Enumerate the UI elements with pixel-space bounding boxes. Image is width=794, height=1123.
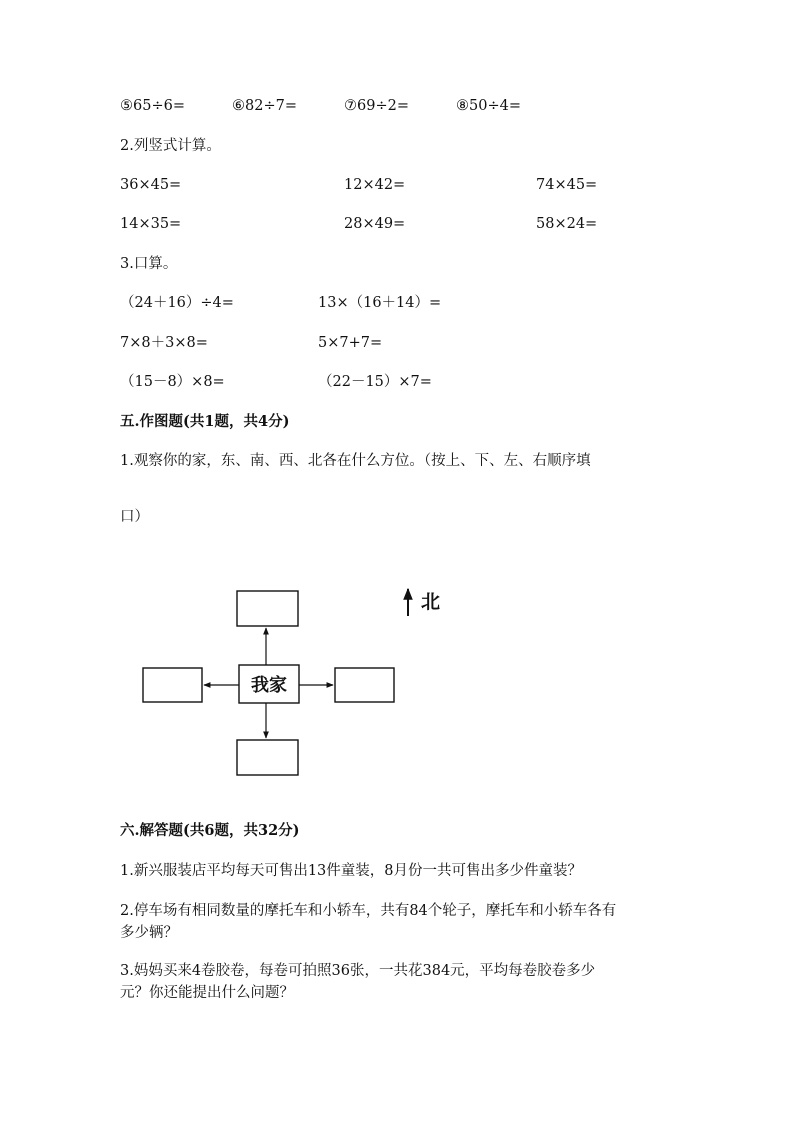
- q2-item: 28×49=: [344, 216, 406, 232]
- q2-item: 74×45=: [536, 177, 598, 193]
- division-item-5: ⑤65÷6=: [120, 98, 185, 114]
- division-item-7: ⑦69÷2=: [344, 98, 409, 114]
- section5-heading: 五.作图题(共1题，共4分): [120, 413, 290, 430]
- q3-item: 13×（16＋14）=: [318, 295, 442, 311]
- q3-item: 5×7+7=: [318, 335, 383, 351]
- division-item-8: ⑧50÷4=: [456, 98, 521, 114]
- east-answer-box[interactable]: [335, 668, 394, 702]
- section5-q1-line1: 1.观察你的家，东、南、西、北各在什么方位。（按上、下、左、右顺序填: [120, 453, 591, 469]
- section6-q2-line1: 2.停车场有相同数量的摩托车和小轿车，共有84个轮子，摩托车和小轿车各有: [120, 903, 617, 919]
- section6-q3-line1: 3.妈妈买来4卷胶卷，每卷可拍照36张，一共花384元，平均每卷胶卷多少: [120, 963, 596, 979]
- section5-q1-line2: 口）: [120, 509, 149, 525]
- q2-item: 14×35=: [120, 216, 182, 232]
- q3-item: （22－15）×7=: [318, 374, 432, 390]
- q2-title: 2.列竖式计算。: [120, 138, 221, 154]
- q3-title: 3.口算。: [120, 256, 178, 272]
- south-answer-box[interactable]: [237, 740, 298, 775]
- division-item-6: ⑥82÷7=: [232, 98, 297, 114]
- q2-item: 58×24=: [536, 216, 598, 232]
- q2-item: 36×45=: [120, 177, 182, 193]
- q3-item: 7×8＋3×8=: [120, 335, 208, 351]
- q3-item: （15－8）×8=: [120, 374, 225, 390]
- q3-item: （24＋16）÷4=: [120, 295, 234, 311]
- home-label: 我家: [251, 675, 287, 696]
- q2-item: 12×42=: [344, 177, 406, 193]
- west-answer-box[interactable]: [143, 668, 202, 702]
- section6-q2-line2: 多少辆？: [120, 925, 178, 941]
- north-label: 北: [421, 591, 441, 613]
- section6-q1: 1.新兴服装店平均每天可售出13件童装，8月份一共可售出多少件童装？: [120, 863, 583, 879]
- section6-heading: 六.解答题(共6题，共32分): [120, 822, 300, 839]
- section6-q3-line2: 元？你还能提出什么问题？: [120, 985, 294, 1001]
- north-answer-box[interactable]: [237, 591, 298, 626]
